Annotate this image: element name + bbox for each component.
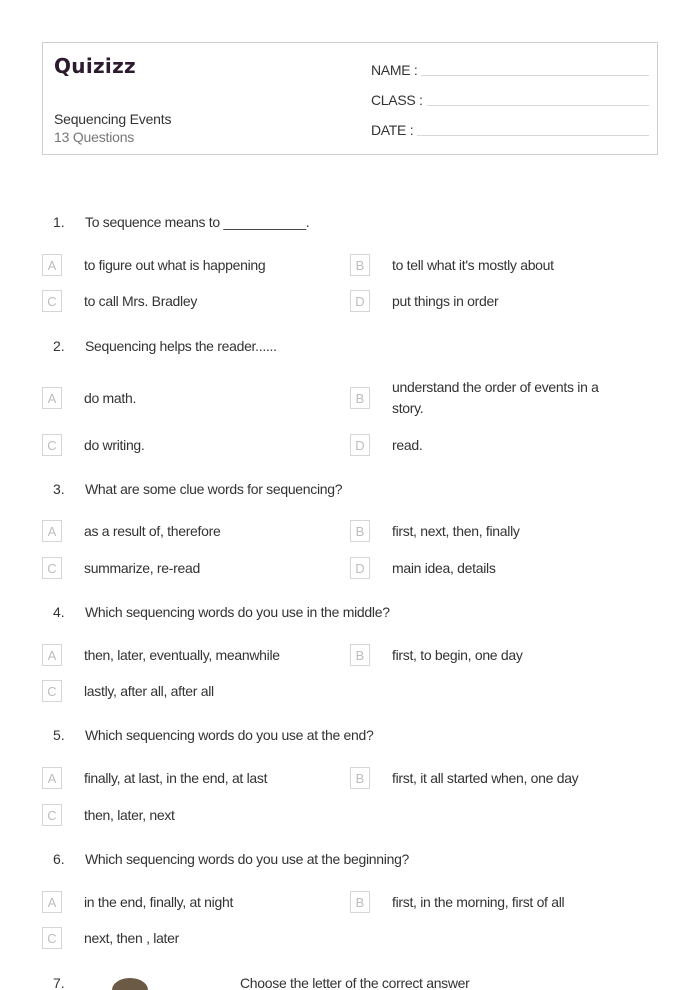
question-text: What are some clue words for sequencing? xyxy=(85,481,343,497)
option-text: first, next, then, finally xyxy=(392,522,520,539)
option-c[interactable] xyxy=(42,927,179,949)
class-line[interactable] xyxy=(427,105,649,106)
option-letter-box: A xyxy=(42,767,62,789)
option-c[interactable] xyxy=(42,290,197,312)
option-text: do math. xyxy=(84,389,137,406)
question-number: 4. xyxy=(53,604,65,620)
option-text: finally, at last, in the end, at last xyxy=(84,769,268,786)
option-letter-box: C xyxy=(42,290,62,312)
option-b[interactable] xyxy=(350,644,652,666)
option-letter-box: C xyxy=(42,557,62,579)
option-text: summarize, re-read xyxy=(84,559,200,576)
option-c[interactable] xyxy=(42,434,145,456)
question-number: 5. xyxy=(53,727,65,743)
option-a[interactable] xyxy=(42,254,265,276)
question-number: 7. xyxy=(53,975,65,990)
option-text: to figure out what is happening xyxy=(84,256,266,273)
option-text: then, later, next xyxy=(84,806,175,823)
option-text: put things in order xyxy=(392,292,499,309)
worksheet-header xyxy=(42,42,658,155)
option-letter-box: D xyxy=(350,557,370,579)
quizizz-logo: Quizizz xyxy=(54,54,136,78)
question-text: Which sequencing words do you use in the middle? xyxy=(85,604,390,620)
option-a[interactable] xyxy=(42,387,136,409)
option-letter-box: A xyxy=(42,520,62,542)
question-text: Which sequencing words do you use at the end? xyxy=(85,727,374,743)
option-letter-box: A xyxy=(42,644,62,666)
option-letter-box: B xyxy=(350,387,370,409)
question-number: 3. xyxy=(53,481,65,497)
option-b[interactable] xyxy=(350,254,652,276)
question-number: 1. xyxy=(53,214,65,230)
option-a[interactable] xyxy=(42,891,233,913)
option-text: to call Mrs. Bradley xyxy=(84,292,198,309)
question-text: Which sequencing words do you use at the beginning? xyxy=(85,851,410,867)
worksheet-title: Sequencing Events xyxy=(54,111,172,127)
option-text: as a result of, therefore xyxy=(84,522,221,539)
question-number: 2. xyxy=(53,338,65,354)
option-text: in the end, finally, at night xyxy=(84,893,234,910)
option-letter-box: A xyxy=(42,254,62,276)
option-text: next, then , later xyxy=(84,929,179,946)
class-label: CLASS : xyxy=(371,92,423,108)
name-line[interactable] xyxy=(421,75,649,76)
option-c[interactable] xyxy=(42,557,200,579)
option-text: main idea, details xyxy=(392,559,496,576)
question-text: To sequence means to ___________. xyxy=(85,214,310,230)
question-image xyxy=(112,978,148,990)
question-text: Sequencing helps the reader...... xyxy=(85,338,277,354)
question-number: 6. xyxy=(53,851,65,867)
option-a[interactable] xyxy=(42,644,280,666)
option-c[interactable] xyxy=(42,680,214,702)
option-b[interactable] xyxy=(350,767,652,789)
option-c[interactable] xyxy=(42,804,175,826)
option-letter-box: B xyxy=(350,891,370,913)
option-letter-box: B xyxy=(350,644,370,666)
option-letter-box: B xyxy=(350,520,370,542)
name-field[interactable] xyxy=(371,58,649,78)
question-text: Choose the letter of the correct answer xyxy=(240,975,470,990)
option-d[interactable] xyxy=(350,434,652,456)
option-b[interactable] xyxy=(350,891,652,913)
option-text: to tell what it's mostly about xyxy=(392,256,554,273)
option-letter-box: D xyxy=(350,290,370,312)
option-a[interactable] xyxy=(42,767,267,789)
option-b[interactable] xyxy=(350,520,652,542)
class-field[interactable] xyxy=(371,88,649,108)
option-text: lastly, after all, after all xyxy=(84,682,214,699)
option-text: first, it all started when, one day xyxy=(392,769,579,786)
date-label: DATE : xyxy=(371,122,414,138)
option-d[interactable] xyxy=(350,557,652,579)
option-text: read. xyxy=(392,436,423,453)
option-letter-box: C xyxy=(42,927,62,949)
option-a[interactable] xyxy=(42,520,220,542)
option-letter-box: D xyxy=(350,434,370,456)
date-field[interactable] xyxy=(371,118,649,138)
date-line[interactable] xyxy=(417,135,649,136)
question-count: 13 Questions xyxy=(54,129,135,145)
option-letter-box: C xyxy=(42,804,62,826)
option-text: first, to begin, one day xyxy=(392,646,523,663)
option-letter-box: A xyxy=(42,387,62,409)
option-letter-box: C xyxy=(42,680,62,702)
option-text: understand the order of events in a story. xyxy=(392,379,599,416)
option-text: do writing. xyxy=(84,436,145,453)
option-letter-box: B xyxy=(350,767,370,789)
option-text: then, later, eventually, meanwhile xyxy=(84,646,280,663)
option-b[interactable] xyxy=(350,377,632,419)
name-label: NAME : xyxy=(371,62,418,78)
option-d[interactable] xyxy=(350,290,652,312)
option-letter-box: B xyxy=(350,254,370,276)
option-letter-box: C xyxy=(42,434,62,456)
option-text: first, in the morning, first of all xyxy=(392,893,565,910)
option-letter-box: A xyxy=(42,891,62,913)
